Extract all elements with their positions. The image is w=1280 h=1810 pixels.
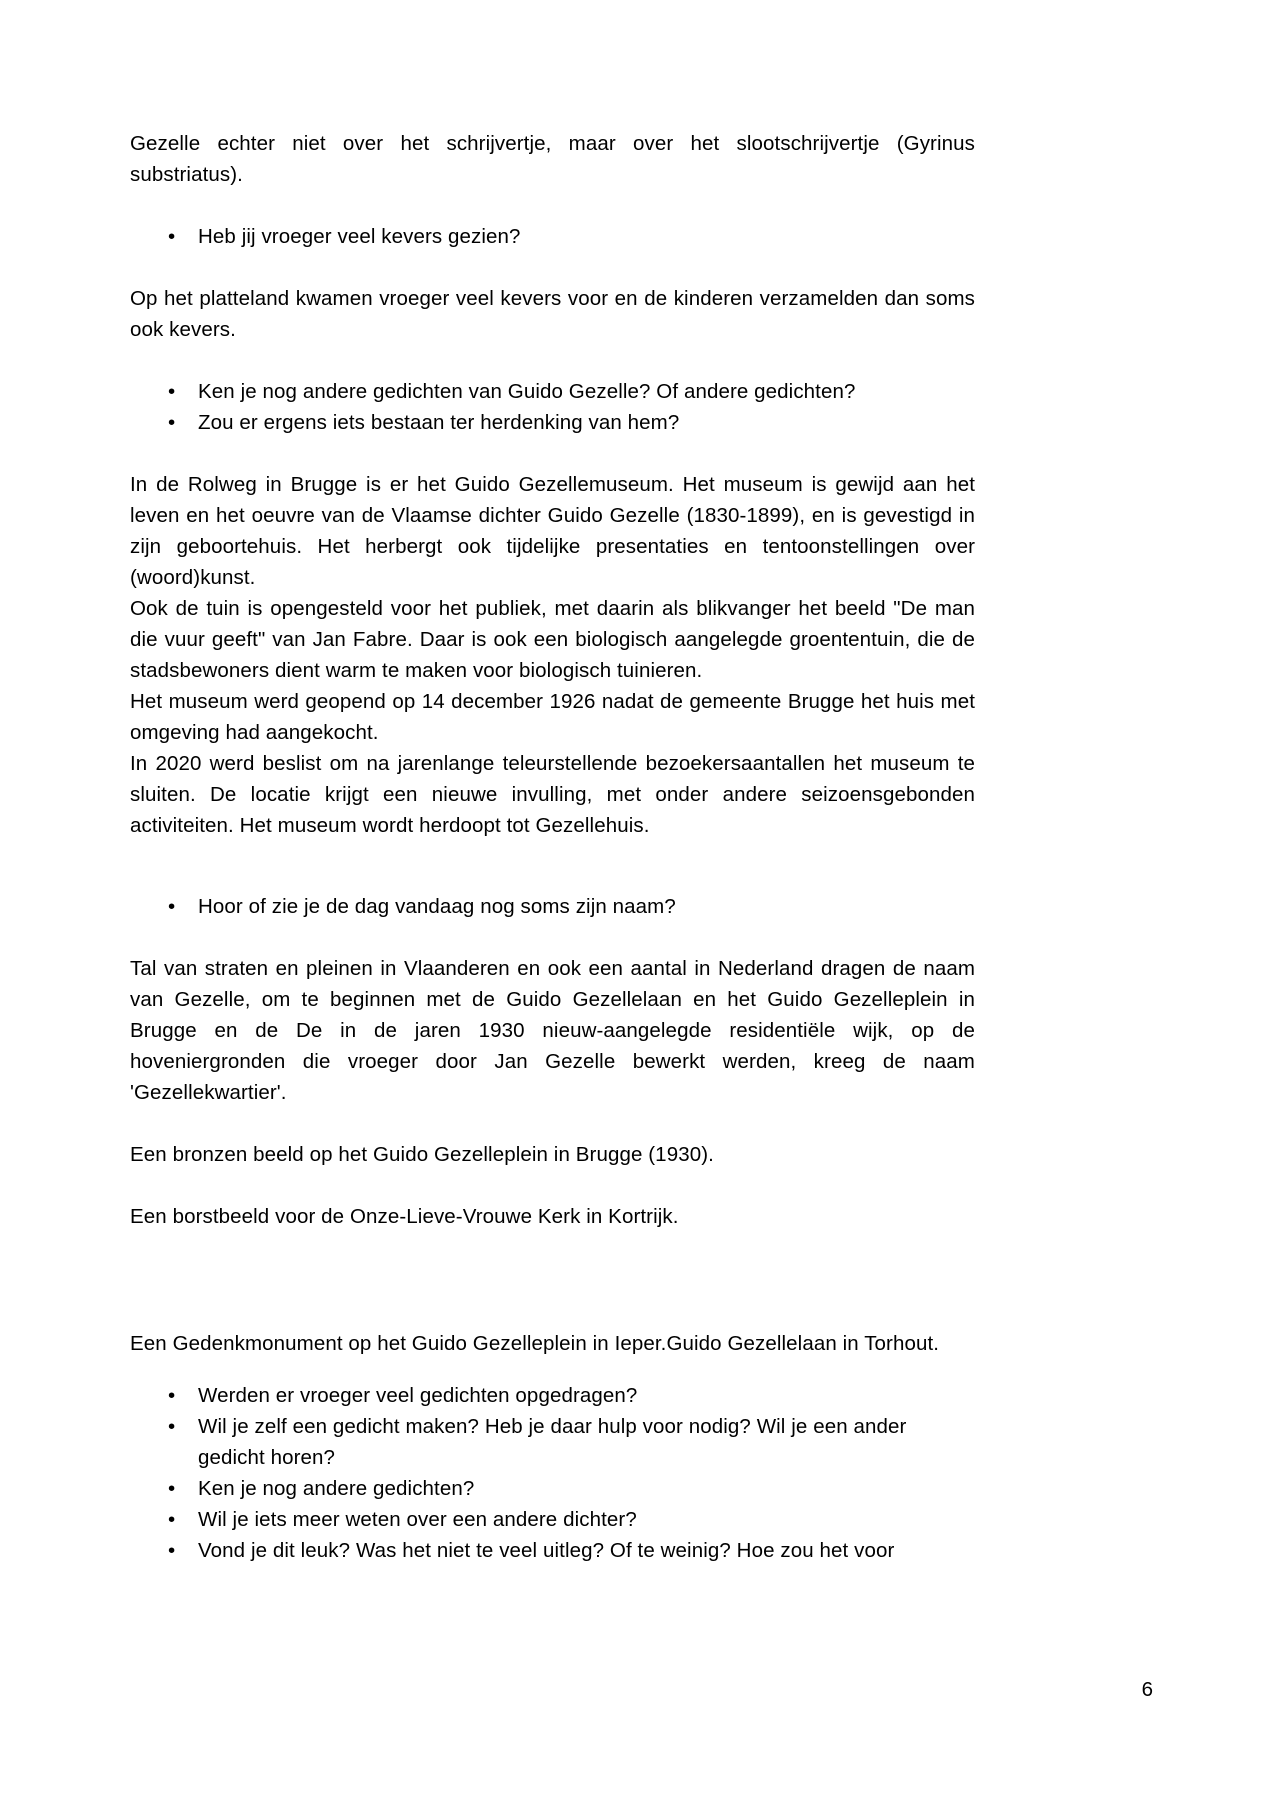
list-item	[130, 221, 975, 252]
bullet-dot-icon: •	[168, 380, 176, 403]
bullet-dot-icon: •	[168, 225, 176, 248]
spacer	[130, 345, 975, 376]
spacer	[130, 252, 975, 283]
bullet-dot-icon: •	[168, 411, 176, 434]
paragraph-gedenkmonument: Een Gedenkmonument op het Guido Gezelleplein in Ieper.Guido Gezellelaan in Torhout.	[130, 1332, 940, 1355]
bullet-list-naam-vandaag	[130, 891, 975, 922]
bullet-list-gedichten-herdenking	[130, 376, 975, 438]
spacer	[130, 922, 975, 953]
list-item	[130, 1473, 975, 1504]
bullet-list-slotvragen	[130, 1380, 975, 1566]
spacer	[130, 1232, 975, 1328]
spacer	[130, 438, 975, 469]
paragraph-museum-2: Ook de tuin is opengesteld voor het publiek, met daarin als blikvanger het beeld "De man die vuur geeft" van Jan Fabre. Daar is ook een biologisch aangelegde groententuin, die de stadsbewoners dient warm te maken voor biologisch tuinieren.	[130, 597, 975, 682]
list-item-label: Werden er vroeger veel gedichten opgedragen?	[198, 1384, 638, 1407]
list-item-label: Zou er ergens iets bestaan ter herdenking van hem?	[198, 411, 680, 434]
list-item	[130, 891, 975, 922]
spacer	[130, 841, 975, 891]
bullet-list-kevers	[130, 221, 975, 252]
spacer	[130, 1108, 975, 1139]
spacer	[130, 1359, 975, 1380]
list-item	[130, 376, 975, 407]
list-item-label: Vond je dit leuk? Was het niet te veel uitleg? Of te weinig? Hoe zou het voor	[198, 1539, 895, 1562]
list-item-label: Hoor of zie je de dag vandaag nog soms zijn naam?	[198, 895, 676, 918]
bullet-dot-icon: •	[168, 895, 176, 918]
bullet-dot-icon: •	[168, 1415, 176, 1438]
list-item	[130, 1535, 975, 1566]
paragraph-museum-1: In de Rolweg in Brugge is er het Guido Gezellemuseum. Het museum is gewijd aan het leven en het oeuvre van de Vlaamse dichter Guido Gezelle (1830-1899), en is gevestigd in zijn geboortehuis. Het herbergt ook tijdelijke presentaties en tentoonstellingen over (woord)kunst.	[130, 473, 975, 589]
spacer	[130, 190, 975, 221]
list-item-label: Heb jij vroeger veel kevers gezien?	[198, 225, 521, 248]
page-number: 6	[1141, 1678, 1153, 1701]
paragraph-museum-4: In 2020 werd beslist om na jarenlange teleurstellende bezoekersaantallen het museum te sluiten. De locatie krijgt een nieuwe invulling, met onder andere seizoensgebonden activiteiten. Het museum wordt herdoopt tot Gezellehuis.	[130, 752, 975, 837]
paragraph-gezelle-slootschrijvertje: Gezelle echter niet over het schrijvertje, maar over het slootschrijvertje (Gyrinus substriatus).	[130, 132, 975, 186]
list-item	[130, 1411, 975, 1473]
bullet-dot-icon: •	[168, 1508, 176, 1531]
museum-text-block	[130, 469, 975, 841]
list-item	[130, 1504, 975, 1535]
list-item	[130, 407, 975, 438]
bullet-dot-icon: •	[168, 1384, 176, 1407]
page-content	[130, 128, 975, 1566]
list-item-label: Ken je nog andere gedichten?	[198, 1477, 475, 1500]
paragraph-borstbeeld: Een borstbeeld voor de Onze-Lieve-Vrouwe Kerk in Kortrijk.	[130, 1205, 679, 1228]
spacer	[130, 1170, 975, 1201]
list-item-label: Ken je nog andere gedichten van Guido Gezelle? Of andere gedichten?	[198, 380, 856, 403]
list-item-label: Wil je iets meer weten over een andere dichter?	[198, 1508, 637, 1531]
paragraph-bronzen-beeld: Een bronzen beeld op het Guido Gezelleplein in Brugge (1930).	[130, 1143, 714, 1166]
bullet-dot-icon: •	[168, 1477, 176, 1500]
list-item-label: Wil je zelf een gedicht maken? Heb je daar hulp voor nodig? Wil je een ander gedicht horen?	[198, 1415, 907, 1469]
paragraph-museum-3: Het museum werd geopend op 14 december 1926 nadat de gemeente Brugge het huis met omgeving had aangekocht.	[130, 690, 975, 744]
bullet-dot-icon: •	[168, 1539, 176, 1562]
paragraph-straten: Tal van straten en pleinen in Vlaanderen en ook een aantal in Nederland dragen de naam van Gezelle, om te beginnen met de Guido Gezellelaan en het Guido Gezelleplein in Brugge en de De in de jaren 1930 nieuw-aangelegde residentiële wijk, op de hoveniergronden die vroeger door Jan Gezelle bewerkt werden, kreeg de naam 'Gezellekwartier'.	[130, 957, 975, 1104]
paragraph-platteland: Op het platteland kwamen vroeger veel kevers voor en de kinderen verzamelden dan soms ook kevers.	[130, 287, 975, 341]
list-item	[130, 1380, 975, 1411]
